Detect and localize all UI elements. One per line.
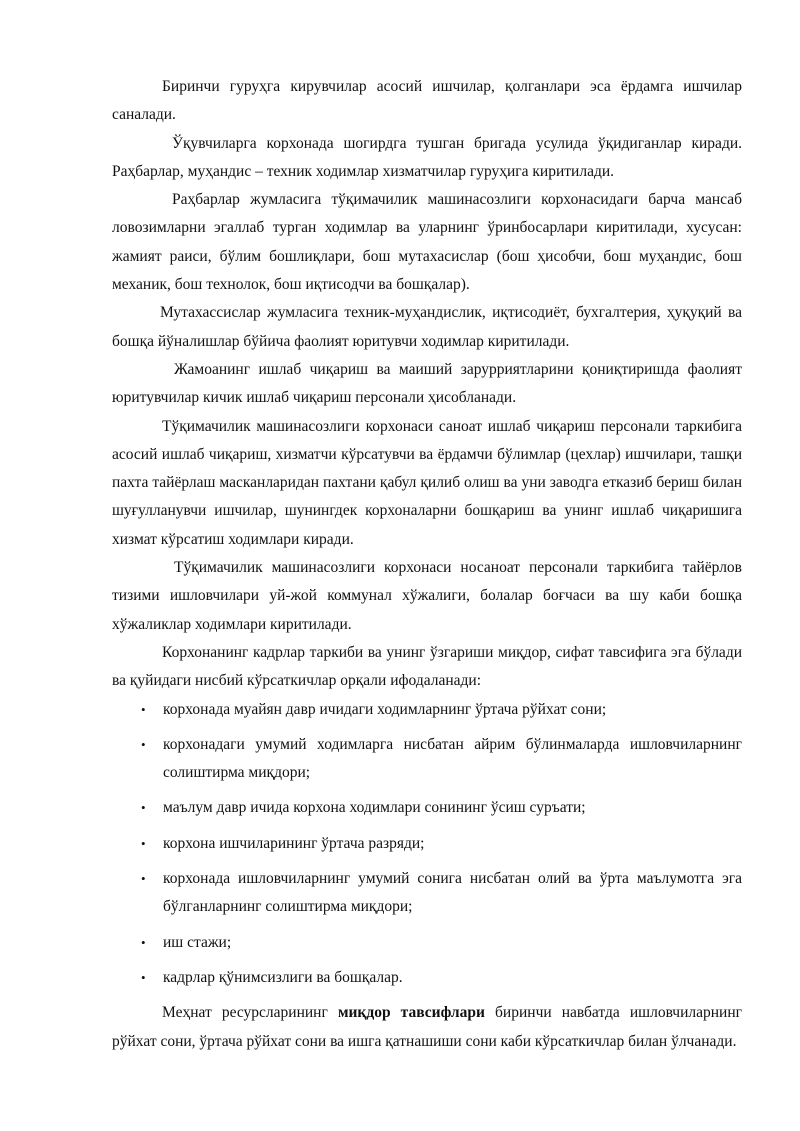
bullet-icon: •: [141, 871, 146, 887]
list-item-text: корхонада ишловчиларнинг умумий сонига нисбатан олий ва ўрта маълумотга эга бўлганларнинг солиштирма миқдори;: [163, 870, 742, 916]
list-item: [112, 865, 742, 922]
list-item: [112, 794, 742, 822]
paragraph-junior-personnel: Жамоанинг ишлаб чиқариш ва маиший зарурриятларини қониқтиришда фаолият юритувчилар кичик ишлаб чиқариш персонали ҳисобланади.: [112, 360, 742, 407]
bullet-icon: •: [141, 800, 146, 816]
list-item: [112, 830, 742, 858]
indicator-list: [112, 696, 742, 993]
paragraph-text-before: Меҳнат ресурсларининг: [162, 1004, 338, 1022]
paragraph-labor-resources: [112, 999, 742, 1056]
paragraph-students: Ўқувчиларга корхонада шогирдга тушган бригада усулида ўқидиганлар киради. Раҳбарлар, муҳандис – техник ходимлар хизматчилар гуруҳига киритилади.: [112, 134, 742, 180]
bullet-icon: •: [141, 736, 146, 752]
paragraph-text-after: биринчи навбатда ишловчиларнинг рўйхат сони, ўртача рўйхат сони ва ишга қатнашиши сони каби кўрсаткичлар билан ўлчанади.: [112, 1004, 742, 1050]
list-item-text: иш стажи;: [163, 933, 232, 951]
list-item: [112, 731, 742, 788]
document-page: [112, 73, 742, 1056]
paragraph-specialists: Мутахассислар жумласига техник-муҳандислик, иқтисодиёт, бухгалтерия, ҳуқуқий ва бошқа йўналишлар бўйича фаолият юритувчи ходимлар киритилади.: [112, 304, 742, 350]
paragraph-non-industrial-personnel: Тўқимачилик машинасозлиги корхонаси носаноат персонали таркибига тайёрлов тизими ишловчилари уй-жой коммунал хўжалиги, болалар боғчаси ва шу каби бошқа хўжаликлар ходимлари киритилади.: [112, 559, 742, 633]
paragraph-primary-workers: Биринчи гуруҳга кирувчилар асосий ишчилар, қолганлари эса ёрдамга ишчилар саналади.: [112, 78, 742, 124]
list-item-text: маълум давр ичида корхона ходимлари сонининг ўсиш суръати;: [163, 799, 586, 817]
paragraph-industrial-personnel: Тўқимачилик машинасозлиги корхонаси саноат ишлаб чиқариш персонали таркибига асосий ишлаб чиқариш, хизматчи кўрсатувчи ва ёрдамчи бўлимлар (цехлар) ишчилари, ташқи пахта тайёрлаш масканларидан пахтани қабул қилиб олиш ва уни заводга етказиб бериш билан шуғулланувчи ишчилар, шунингдек корхоналарни бошқариш ва унинг ишлаб чиқаришига хизмат кўрсатиш ходимлари киради.: [112, 417, 742, 548]
list-item-text: корхонада муайян давр ичидаги ходимларнинг ўртача рўйхат сони;: [163, 700, 607, 718]
bullet-icon: •: [141, 701, 146, 717]
list-item-text: кадрлар қўнимсизлиги ва бошқалар.: [163, 968, 403, 986]
bullet-icon: •: [141, 835, 146, 851]
list-item-text: корхонадаги умумий ходимларга нисбатан айрим бўлинмаларда ишловчиларнинг солиштирма миқдори;: [163, 735, 742, 782]
list-item: [112, 964, 742, 992]
list-item: [112, 929, 742, 957]
bullet-icon: •: [141, 969, 146, 985]
bold-term: миқдор тавсифлари: [337, 1004, 485, 1022]
bullet-icon: •: [141, 934, 146, 950]
list-item-text: корхона ишчиларининг ўртача разряди;: [163, 834, 425, 852]
paragraph-managers: Раҳбарлар жумласига тўқимачилик машинасозлиги корхонасидаги барча мансаб ловозимларни эгаллаб турган ходимлар ва уларнинг ўринбосарлари киритилади, хусусан: жамият раиси, бўлим бошлиқлари, бош мутахасислар (бош ҳисобчи, бош муҳандис, бош механик, бош технолок, бош иқтисодчи ва бошқалар).: [112, 191, 742, 294]
list-item: [112, 696, 742, 724]
paragraph-staff-composition: Корхонанинг кадрлар таркиби ва унинг ўзгариши миқдор, сифат тавсифига эга бўлади ва қуйидаги нисбий кўрсаткичлар орқали ифодаланади:: [112, 643, 742, 690]
